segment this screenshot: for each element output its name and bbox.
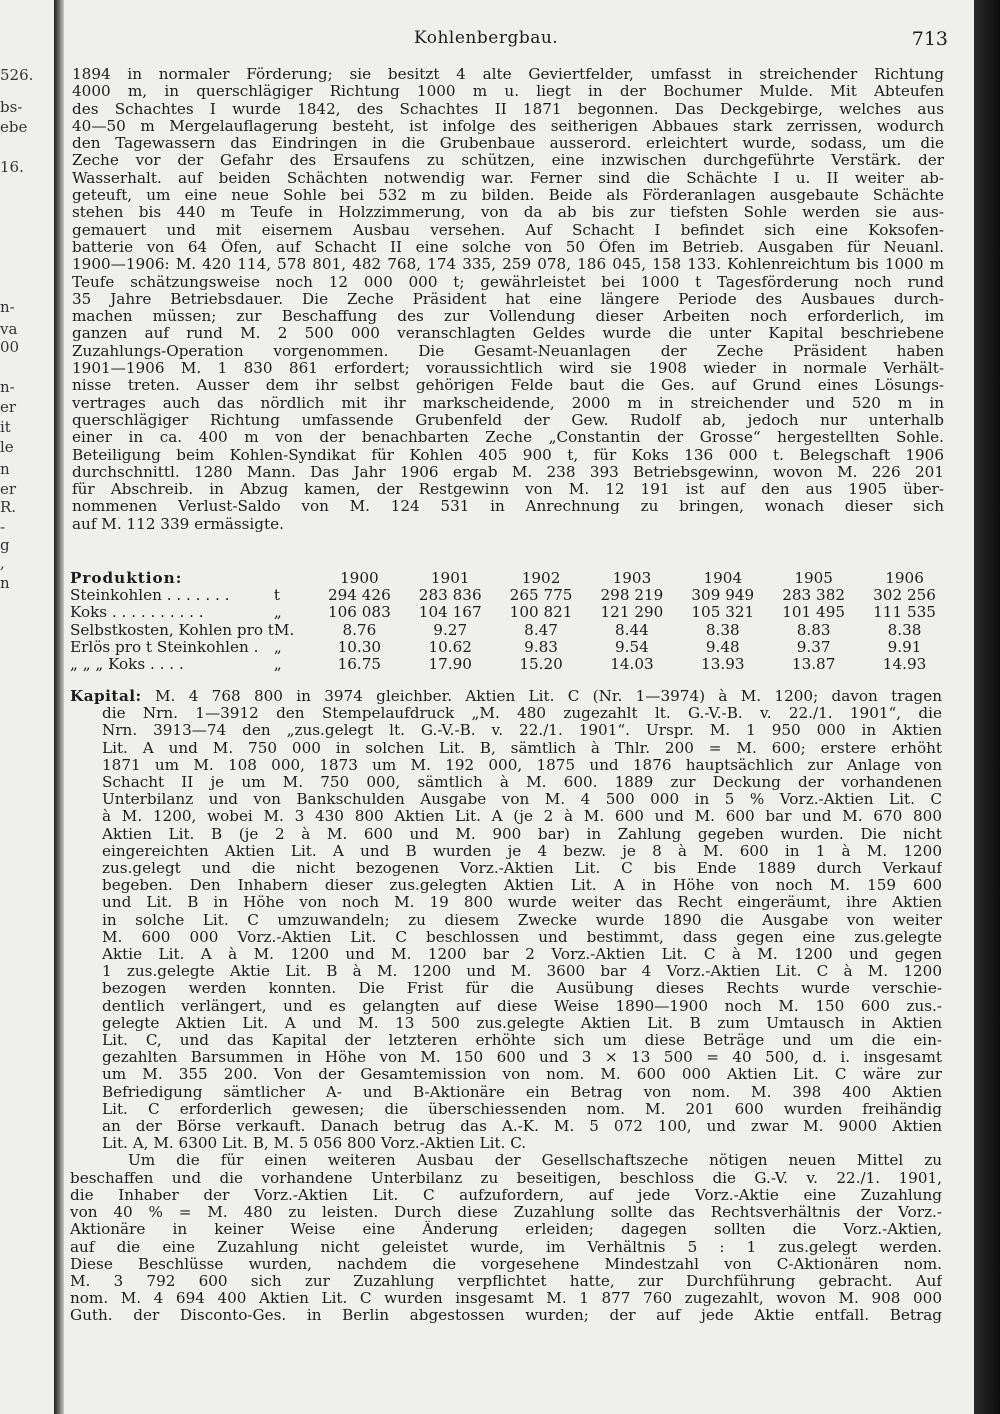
row-value: 8.76 bbox=[342, 620, 377, 639]
row-value: 13.87 bbox=[791, 655, 836, 674]
text-line: Um die für einen weiteren Ausbau der Gesellschaftszeche nötigen neuen Mittel zu bbox=[128, 1152, 942, 1170]
row-value: 105 321 bbox=[691, 603, 755, 622]
margin-fragment: 00 bbox=[0, 338, 20, 356]
text-line: 35 Jahre Betriebsdauer. Die Zeche Präsident hat eine längere Periode des Ausbaues durch- bbox=[72, 290, 944, 308]
text-line: à M. 1200, wobei M. 3 430 800 Aktien Lit. A (je 2 à M. 600 und M. 600 bar und M. 670 800 bbox=[102, 808, 942, 826]
year-header: 1902 bbox=[521, 569, 561, 587]
text-line: Beteiligung beim Kohlen-Syndikat für Kohlen 405 900 t, für Koks 136 000 t. Belegschaft 1906 bbox=[72, 446, 944, 464]
text-line: die Inhaber der Vorz.-Aktien Lit. C aufzufordern, auf jede Vorz.-Aktie eine Zuzahlung bbox=[70, 1186, 942, 1204]
text-line: Aktien Lit. B (je 2 à M. 600 und M. 900 bar) in Zahlung gegeben wurden. Die nicht bbox=[102, 825, 942, 843]
row-label: Erlös pro t Steinkohlen . bbox=[70, 637, 259, 656]
text-line: vertrages auch das nördlich mit ihr markscheidende, 2000 m in streichender und 520 m in bbox=[72, 394, 944, 412]
row-value: 9.54 bbox=[615, 637, 649, 656]
margin-fragment: n bbox=[0, 574, 10, 592]
year-header: 1904 bbox=[703, 569, 743, 587]
row-value: 15.20 bbox=[519, 655, 563, 674]
text-line: durchschnittl. 1280 Mann. Das Jahr 1906 ergab M. 238 393 Betriebsgewinn, wovon M. 226 201 bbox=[72, 463, 944, 481]
row-value: 111 535 bbox=[873, 603, 936, 622]
text-line: M. 3 792 600 sich zur Zuzahlung verpflichtet hatte, zur Durchführung gebracht. Auf bbox=[70, 1272, 942, 1290]
text-line: Zuzahlungs-Operation vorgenommen. Die Gesamt-Neuanlagen der Zeche Präsident haben bbox=[72, 342, 944, 360]
year-header: 1900 bbox=[340, 569, 379, 587]
row-value: 9.83 bbox=[524, 637, 558, 656]
text-line: nommenen Verlust-Saldo von M. 124 531 in Anrechnung zu bringen, wonach dieser sich bbox=[72, 498, 944, 516]
text-line: von 40 % = M. 480 zu leisten. Durch diese Zuzahlung sollte das Rechtsverhältnis der Vorz.- bbox=[70, 1204, 942, 1222]
text-line: Lit. C erforderlich gewesen; die überschiessenden nom. M. 201 600 wurden freihändig bbox=[102, 1100, 942, 1118]
row-value: 8.38 bbox=[887, 620, 922, 639]
text-line: um M. 355 200. Von der Gesamtemission von nom. M. 600 000 Aktien Lit. C wäre zur bbox=[102, 1066, 942, 1084]
row-value: 14.93 bbox=[882, 655, 927, 674]
page-number: 713 bbox=[911, 28, 948, 50]
row-value: 8.47 bbox=[524, 620, 558, 639]
text-line: Schacht II je um M. 750 000, sämtlich à M. 600. 1889 zur Deckung der vorhandenen bbox=[102, 774, 942, 792]
text-line: Unterbilanz und von Bankschulden Ausgabe von M. 4 500 000 in 5 % Vorz.-Aktien Lit. C bbox=[102, 791, 942, 809]
text-line: Lit. C, und das Kapital der letzteren erhöhte sich um diese Beträge und um die ein- bbox=[102, 1032, 942, 1050]
text-line: die Nrn. 1—3912 den Stempelaufdruck „M. 480 zugezahlt lt. G.-V.-B. v. 22./1. 1901“, die bbox=[102, 705, 942, 723]
text-line: auf die eine Zuzahlung nicht geleistet wurde, im Verhältnis 5 : 1 zus.gelegt werden. bbox=[70, 1238, 942, 1256]
margin-fragment: 16. bbox=[0, 158, 24, 176]
margin-fragment: le bbox=[0, 438, 14, 456]
row-value: 106 083 bbox=[327, 603, 391, 622]
row-value: 265 775 bbox=[509, 586, 573, 605]
text-line: Teufe schätzungsweise noch 12 000 000 t; gewährleistet bei 1000 t Tagesförderung noch rund bbox=[72, 273, 944, 291]
text-line: 40—50 m Mergelauflagerung besteht, ist infolge des seitherigen Abbaues stark zerrissen, wodurch bbox=[72, 117, 944, 135]
margin-fragment: n- bbox=[0, 298, 15, 316]
text-line: 1894 in normaler Förderung; sie besitzt 4 alte Geviertfelder, umfasst in streichender Richtung bbox=[72, 66, 944, 83]
produktion-row bbox=[70, 587, 950, 604]
row-value: 16.75 bbox=[337, 655, 382, 674]
margin-fragment: ebe bbox=[0, 118, 28, 136]
row-value: 10.30 bbox=[337, 637, 382, 656]
text-line: gemauert und mit eisernem Ausbau versehen. Auf Schacht I befindet sich eine Koksofen- bbox=[72, 221, 944, 239]
margin-fragment: - bbox=[0, 518, 6, 536]
produktion-row bbox=[70, 604, 950, 621]
text-line: für Abschreib. in Abzug kamen, der Restgewinn von M. 12 191 ist auf den aus 1905 über- bbox=[72, 481, 944, 499]
text-line: eingereichten Aktien Lit. A und B wurden je 4 bezw. je 8 à M. 600 in 1 à M. 1200 bbox=[102, 842, 942, 860]
row-value: 298 219 bbox=[600, 586, 664, 605]
row-unit: „ bbox=[273, 655, 282, 674]
text-line: einer in ca. 400 m von der benachbarten Zeche „Constantin der Grosse“ hergestellten Sohle. bbox=[72, 429, 944, 447]
row-value: 100 821 bbox=[509, 603, 573, 622]
margin-fragment: er bbox=[0, 480, 17, 498]
text-line: geteuft, um eine neue Sohle bei 532 m zu bilden. Beide als Förderanlagen ausgebaute Schächte bbox=[72, 187, 944, 205]
margin-fragment: 526. bbox=[0, 66, 34, 84]
text-line: Lit. A, M. 6300 Lit. B, M. 5 056 800 Vorz.-Aktien Lit. C. bbox=[102, 1135, 527, 1153]
row-value: 17.90 bbox=[428, 655, 472, 674]
row-value: 283 382 bbox=[782, 586, 846, 605]
text-line: M. 600 000 Vorz.-Aktien Lit. C beschlossen und bestimmt, dass gegen eine zus.gelegte bbox=[102, 928, 942, 946]
running-header: Kohlenbergbau. bbox=[414, 28, 559, 48]
text-line: des Schachtes I wurde 1842, des Schachtes II 1871 begonnen. Das Deckgebirge, welches aus bbox=[72, 100, 944, 118]
right-page-edge bbox=[974, 0, 1000, 1414]
row-value: 9.27 bbox=[433, 620, 468, 639]
year-header: 1903 bbox=[612, 569, 652, 587]
text-line: batterie von 64 Öfen, auf Schacht II eine solche von 50 Öfen im Betrieb. Ausgaben für Neuanl. bbox=[72, 238, 944, 256]
produktion-header-row bbox=[70, 570, 950, 587]
text-line: nisse treten. Ausser dem ihr selbst gehörigen Felde baut die Ges. auf Grund eines Lösungs- bbox=[72, 377, 944, 395]
text-line: Aktionäre in keiner Weise eine Änderung erleiden; dagegen sollten die Vorz.-Aktien, bbox=[70, 1221, 942, 1239]
year-header: 1906 bbox=[885, 569, 924, 587]
text-line: begeben. Den Inhabern dieser zus.gelegten Aktien Lit. A in Höhe von noch M. 159 600 bbox=[102, 877, 942, 895]
row-value: 8.44 bbox=[615, 620, 649, 639]
row-value: 9.91 bbox=[887, 637, 922, 656]
margin-fragment: R. bbox=[0, 498, 17, 516]
text-line: querschlägiger Richtung umfassende Grubenfeld der Gew. Rudolf ab, jedoch nur unterhalb bbox=[72, 411, 944, 429]
row-value: 309 949 bbox=[691, 586, 755, 605]
text-line: nom. M. 4 694 400 Aktien Lit. C wurden insgesamt M. 1 877 760 zugezahlt, wovon M. 908 000 bbox=[70, 1290, 942, 1308]
produktion-title: Produktion: bbox=[70, 569, 183, 587]
text-line: bezogen werden konnten. Die Frist für die Ausübung dieses Rechts wurde verschie- bbox=[102, 980, 942, 998]
text-line: 1871 um M. 108 000, 1873 um M. 192 000, 1875 und 1876 hauptsächlich zur Anlage von bbox=[102, 756, 942, 774]
row-value: 101 495 bbox=[782, 603, 846, 622]
row-label: Steinkohlen . . . . . . . bbox=[70, 586, 230, 605]
year-header: 1905 bbox=[794, 569, 833, 587]
row-value: 283 836 bbox=[418, 586, 482, 605]
text-line: Wasserhalt. auf beiden Schächten notwendig war. Ferner sind die Schächte I u. II weiter ab- bbox=[72, 169, 944, 187]
row-label: Selbstkosten, Kohlen pro t bbox=[70, 620, 274, 639]
produktion-row bbox=[70, 639, 950, 656]
margin-fragment: er bbox=[0, 398, 17, 416]
margin-fragment: , bbox=[0, 554, 5, 572]
row-value: 8.83 bbox=[796, 620, 831, 639]
row-unit: „ bbox=[273, 637, 282, 656]
left-page-margin bbox=[0, 0, 54, 1414]
text-line: Befriedigung sämtlicher A- und B-Aktionäre ein Betrag von nom. M. 398 400 Aktien bbox=[102, 1083, 942, 1101]
row-value: 8.38 bbox=[705, 620, 740, 639]
text-line: ganzen auf rund M. 2 500 000 veranschlagten Geldes wurde die unter Kapital beschriebene bbox=[72, 325, 944, 343]
text-line: Guth. der Disconto-Ges. in Berlin abgestossen wurden; der auf jede Aktie entfall. Betrag bbox=[70, 1307, 942, 1325]
row-unit: t bbox=[273, 586, 281, 605]
text-line: in solche Lit. C umzuwandeln; zu diesem Zwecke wurde 1890 die Ausgabe von weiter bbox=[102, 911, 942, 929]
margin-fragment: n- bbox=[0, 378, 15, 396]
row-value: 104 167 bbox=[418, 603, 482, 622]
kapital-heading: Kapital: bbox=[70, 688, 142, 705]
text-line: 4000 m, in querschlägiger Richtung 1000 m u. liegt in der Bochumer Mulde. Mit Abteufen bbox=[72, 83, 944, 101]
text-line: und Lit. B in Höhe von noch M. 19 800 wurde weiter das Recht eingeräumt, ihre Aktien bbox=[102, 894, 942, 912]
text-line: Aktie Lit. A à M. 1200 und M. 1200 bar 2 Vorz.-Aktien Lit. C à M. 1200 und gegen bbox=[102, 946, 942, 964]
text-line: machen müssen; zur Beschaffung des zur Vollendung dieser Arbeiten noch erforderlich, im bbox=[72, 308, 944, 326]
text-line: zus.gelegt und die nicht bezogenen Vorz.-Aktien Lit. C bis Ende 1889 durch Verkauf bbox=[102, 860, 942, 878]
produktion-row bbox=[70, 622, 950, 639]
text-line: Zeche vor der Gefahr des Ersaufens zu schützen, eine inzwischen durchgeführte Verstärk. der bbox=[72, 152, 944, 170]
row-value: 14.03 bbox=[610, 655, 654, 674]
kapital-first-line-text: M. 4 768 800 in 3974 gleichber. Aktien Lit. C (Nr. 1—3974) à M. 1200; davon tragen bbox=[155, 688, 942, 705]
text-line: gezahlten Barsummen in Höhe von M. 150 600 und 3 × 13 500 = 40 500, d. i. insgesamt bbox=[102, 1049, 942, 1067]
text-line: 1 zus.gelegte Aktie Lit. B à M. 1200 und M. 3600 bar 4 Vorz.-Aktien Lit. C à M. 1200 bbox=[102, 963, 942, 981]
margin-fragment: bs- bbox=[0, 98, 23, 116]
produktion-row bbox=[70, 656, 950, 673]
kapital-section bbox=[70, 688, 942, 1325]
text-line: Nrn. 3913—74 den „zus.gelegt lt. G.-V.-B. v. 22./1. 1901“. Urspr. M. 1 950 000 in Aktien bbox=[102, 722, 942, 740]
text-line: beschaffen und die vorhandene Unterbilanz zu beseitigen, beschloss die G.-V. v. 22./1. 1901, bbox=[70, 1169, 942, 1187]
row-value: 9.37 bbox=[796, 637, 831, 656]
row-label: Koks . . . . . . . . . . bbox=[70, 603, 204, 622]
text-line: stehen bis 440 m Teufe in Holzzimmerung, von da ab bis zur tiefsten Sohle werden sie aus- bbox=[72, 204, 944, 222]
row-unit: M. bbox=[273, 620, 295, 639]
page bbox=[64, 0, 974, 1414]
year-header: 1901 bbox=[430, 569, 470, 587]
margin-fragment: it bbox=[0, 418, 11, 436]
text-line: Lit. A und M. 750 000 in solchen Lit. B, sämtlich à Thlr. 200 = M. 600; erstere erhöht bbox=[102, 739, 942, 757]
row-value: 294 426 bbox=[327, 586, 391, 605]
row-value: 9.48 bbox=[705, 637, 740, 656]
text-line: auf M. 112 339 ermässigte. bbox=[72, 515, 284, 533]
produktion-table bbox=[70, 570, 950, 673]
text-line: dentlich verlängert, und es gelangten auf diese Weise 1890—1900 noch M. 150 600 zus.- bbox=[102, 997, 942, 1015]
text-line: 1900—1906: M. 420 114, 578 801, 482 768, 174 335, 259 078, 186 045, 158 133. Kohlenreichtum bis 1000 m bbox=[72, 256, 944, 274]
row-value: 10.62 bbox=[428, 637, 472, 656]
text-line: den Tagewassern das Eindringen in die Grubenbaue ausserord. erleichtert wurde, sodass, um die bbox=[72, 135, 944, 153]
text-line: 1901—1906 M. 1 830 861 erfordert; voraussichtlich wird sie 1908 wieder in normale Verhält- bbox=[72, 360, 944, 378]
intro-paragraph bbox=[72, 66, 944, 533]
row-value: 121 290 bbox=[600, 603, 664, 622]
kapital-first-line bbox=[70, 688, 942, 705]
margin-fragment: g bbox=[0, 536, 10, 554]
book-gutter bbox=[54, 0, 64, 1414]
text-line: gelegte Aktien Lit. A und M. 13 500 zus.gelegte Aktien Lit. B zum Umtausch in Aktien bbox=[102, 1014, 942, 1032]
row-value: 13.93 bbox=[701, 655, 745, 674]
row-value: 302 256 bbox=[873, 586, 936, 605]
text-line: an der Börse verkauft. Danach betrug das A.-K. M. 5 072 100, und zwar M. 9000 Aktien bbox=[102, 1118, 942, 1136]
margin-fragment: va bbox=[0, 320, 18, 338]
margin-fragment: n bbox=[0, 460, 10, 478]
row-label: „ „ „ Koks . . . . bbox=[70, 655, 184, 674]
text-line: Diese Beschlüsse wurden, nachdem die vorgesehene Mindestzahl von C-Aktionären nom. bbox=[70, 1255, 942, 1273]
row-unit: „ bbox=[273, 603, 282, 622]
